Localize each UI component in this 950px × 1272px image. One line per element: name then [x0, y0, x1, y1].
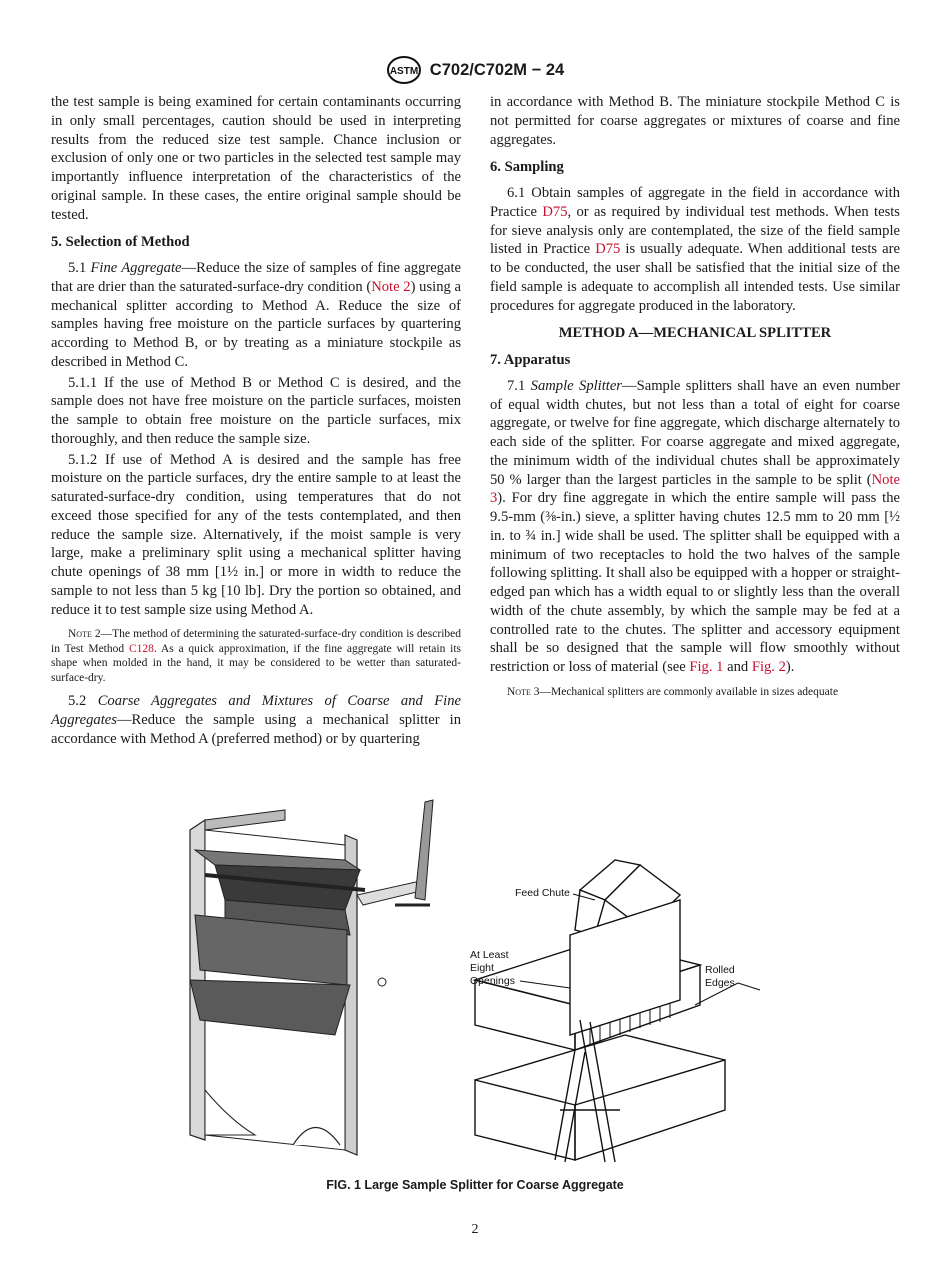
- eight-label: Eight: [470, 962, 494, 974]
- paragraph-7-1: 7.1 Sample Splitter—Sample splitters shall have an even number of equal width chutes, but not less than a total of eight for coarse aggregate, or twelve for fine aggregate, which discharge alternately to each side of the splitter. For coarse aggregate and mixed aggregate, the minimum width of the individual chutes shall be approximately 50 % larger than the largest particles in the sample to be split (Note 3). For dry fine aggregate in which the entire sample will pass the 9.5-mm (⅜-in.) sieve, a splitter having chutes 12.5 mm to 20 mm [½ in. to ¾ in.] wide shall be used. The splitter shall be equipped with a minimum of two receptacles to hold the two halves of the sample following splitting. It shall also be equipped with a hopper or straight-edged pan which has a width equal to or slightly less than the overall width of the chute assembly, by which the sample may be fed at a controlled rate to the chutes. The splitter and accessory equipment shall be so designed that the sample will flow smoothly without restriction or loss of material (see Fig. 1 and Fig. 2).: [490, 377, 900, 675]
- c128-link[interactable]: C128: [128, 642, 154, 655]
- figure-1-illustration: [185, 790, 785, 1165]
- page-number: 2: [471, 1222, 479, 1237]
- paragraph-5-1-1: 5.1.1 If the use of Method B or Method C is desired, and the sample does not have free moisture on the particle surfaces, moisten the sample to obtain free moisture on the particle surfaces, mix thoroughly, and then reduce the sample size.: [51, 374, 461, 447]
- rolled-label: Rolled: [705, 964, 735, 976]
- section-6-heading: 6. Sampling: [490, 159, 564, 176]
- right-column: [490, 93, 900, 706]
- section-7-heading: 7. Apparatus: [490, 352, 571, 368]
- d75-link[interactable]: D75: [542, 203, 568, 220]
- splitter-shaded-drawing: [190, 800, 433, 1155]
- note-3-link[interactable]: Note 3: [490, 471, 900, 507]
- paragraph-5-1: 5.1 Fine Aggregate—Reduce the size of samples of fine aggregate that are drier than the saturated-surface-dry condition (Note 2) using a mechanical splitter according to Method A. Reduce the size of samples having free moisture on the particle surfaces by quartering according to Method B, or by treating as a miniature stockpile as described in Method C.: [51, 260, 461, 370]
- at-least-label: At Least: [470, 949, 509, 961]
- paragraph-5-1-2: 5.1.2 If use of Method A is desired and the sample has free moisture on the particle surfaces, dry the entire sample to at least the saturated-surface-dry condition, using temperatures that do not exceed those specified for any of the tests contemplated, and then reduce the sample size. Alternatively, if the moist sample is very large, make a preliminary split using a mechanical splitter having chute openings of 38 mm [1½ in.] or more in width to reduce the sample to not less than 5 kg [10 lb]. Dry the portion so obtained, and reduce it to test sample size using Method A.: [51, 451, 461, 618]
- paragraph-6-1: 6.1 Obtain samples of aggregate in the field in accordance with Practice D75, or as required by individual test methods. When tests for sieve analysis only are contemplated, the size of the field sample listed in Practice D75 is usually adequate. When additional tests are to be conducted, the user shall be satisfied that the initial size of the field sample is adequate to accomplish all intended tests. Use similar procedures for aggregate produced in the laboratory.: [490, 185, 900, 314]
- note-2-link[interactable]: Note 2: [371, 278, 411, 295]
- paragraph-continued: in accordance with Method B. The miniature stockpile Method C is not permitted for coarse aggregates or mixtures of coarse and fine aggregates.: [490, 94, 900, 148]
- left-column: [51, 93, 461, 749]
- openings-label: Openings: [470, 975, 515, 987]
- paragraph-intro: the test sample is being examined for certain contaminants occurring in only small percentages, caution should be used in interpreting results from the reduced size test sample. Chance inclusion or exclusion of only one or two particles in the selected test sample may importantly influence interpretation of the characteristics of the original sample. In these cases, the entire original sample should be tested.: [51, 94, 461, 223]
- paragraph-5-2: 5.2 Coarse Aggregates and Mixtures of Coarse and Fine Aggregates—Reduce the sample using a mechanical splitter in accordance with Method A (preferred method) or by quartering: [51, 693, 461, 747]
- method-a-heading: METHOD A—MECHANICAL SPLITTER: [558, 325, 832, 342]
- feed-chute-label: Feed Chute: [515, 887, 570, 899]
- splitter-line-drawing: [475, 860, 725, 1162]
- svg-text:ASTM: ASTM: [389, 66, 418, 77]
- note-3: Note 3—Mechanical splitters are commonly available in sizes adequate: [507, 685, 839, 698]
- fig-1-link[interactable]: Fig. 1: [689, 659, 724, 675]
- page-header: [0, 55, 950, 85]
- figure-caption: FIG. 1 Large Sample Splitter for Coarse Aggregate: [326, 1178, 624, 1192]
- section-5-heading: 5. Selection of Method: [51, 234, 190, 251]
- edges-label: Edges: [705, 977, 735, 989]
- d75-link-2[interactable]: D75: [595, 241, 621, 258]
- fig-2-link[interactable]: Fig. 2: [751, 659, 786, 675]
- standard-designation: C702/C702M − 24: [429, 60, 565, 79]
- astm-logo-icon: [386, 55, 422, 85]
- note-2: Note 2—The method of determining the saturated-surface-dry condition is described in Test Method C128. As a quick approximation, if the fine aggregate will retain its shape when molded in the hand, it may be considered to be wetter than saturated-surface-dry.: [51, 628, 461, 684]
